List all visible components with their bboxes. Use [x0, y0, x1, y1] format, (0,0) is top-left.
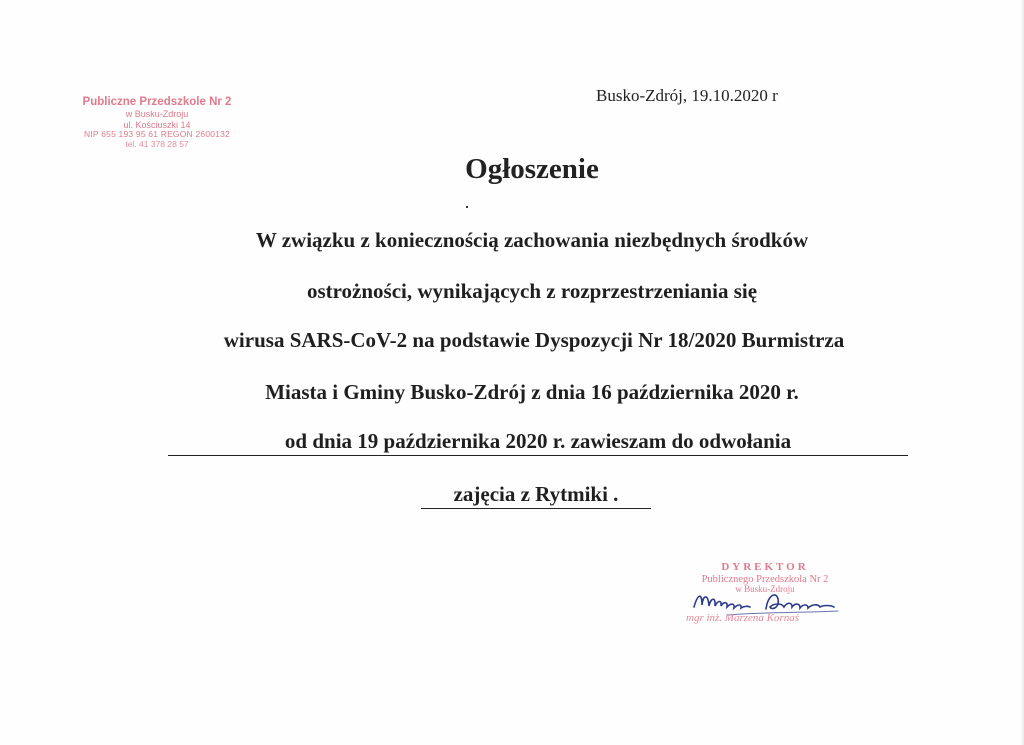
- director-stamp-line-2: w Busku-Zdroju: [735, 583, 795, 594]
- announcement-title: Ogłoszenie: [465, 153, 599, 185]
- body-line-3: wirusa SARS-CoV-2 na podstawie Dyspozycji Nr 18/2020 Burmistrza: [223, 328, 845, 352]
- body-line-4: Miasta i Gminy Busko-Zdrój z dnia 16 października 2020 r.: [265, 380, 799, 404]
- body-line-5-underlined: od dnia 19 października 2020 r. zawieszam do odwołania: [168, 429, 908, 456]
- scan-edge: [1020, 0, 1024, 745]
- body-line-2: ostrożności, wynikających z rozprzestrzeniania się: [306, 279, 758, 303]
- body-line-6-underlined: zajęcia z Rytmiki .: [421, 482, 651, 509]
- director-stamp-line-1: Publicznego Przedszkola Nr 2: [701, 573, 829, 585]
- school-stamp-nip-regon: NIP 655 193 95 61 REGON 2600132: [84, 128, 230, 139]
- body-line-1: W związku z koniecznością zachowania niezbędnych środków: [255, 228, 809, 252]
- school-stamp: [62, 96, 252, 149]
- school-stamp-street: ul. Kościuszki 14: [123, 119, 191, 130]
- school-stamp-tel: tel. 41 378 28 57: [125, 138, 189, 149]
- place-and-date: Busko-Zdrój, 19.10.2020 r: [596, 86, 778, 105]
- stray-dot: [466, 206, 468, 208]
- director-stamp-title: DYREKTOR: [721, 561, 809, 573]
- school-stamp-name: Publiczne Przedszkole Nr 2: [82, 96, 232, 108]
- director-stamp-name: mgr inż. Marzena Kornaś: [686, 612, 800, 624]
- school-stamp-city: w Busku-Zdroju: [125, 109, 189, 120]
